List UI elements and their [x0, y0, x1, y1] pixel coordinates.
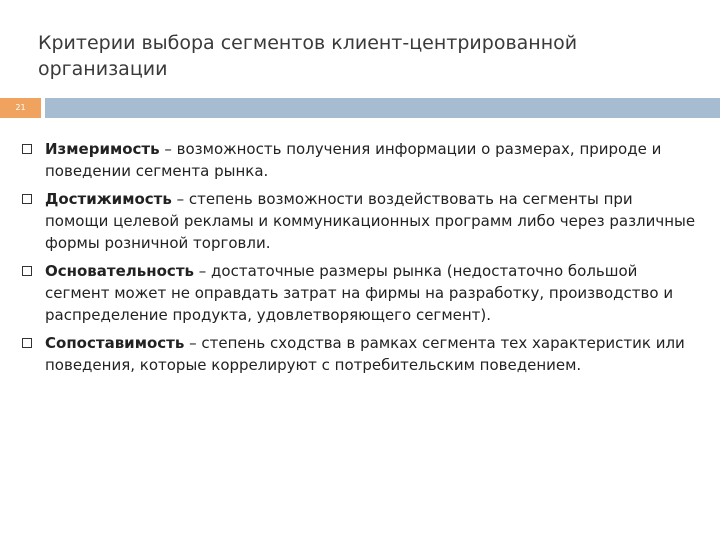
- criterion-description: – степень возможности воздействовать на сегменты при помощи целевой рекламы и коммуникационных программ либо через различные формы розничной торговли.: [45, 190, 696, 252]
- square-bullet-icon: [22, 266, 32, 276]
- criterion-term: Сопоставимость: [45, 334, 185, 352]
- list-item: [20, 332, 700, 376]
- header-divider-bar: [45, 98, 720, 118]
- list-item: [20, 188, 700, 254]
- criterion-term: Измеримость: [45, 140, 160, 158]
- square-bullet-icon: [22, 144, 32, 154]
- slide-title: Критерии выбора сегментов клиент-центрированной организации: [38, 32, 578, 80]
- slide-number-badge: 21: [0, 98, 41, 118]
- criterion-description: – возможность получения информации о размерах, природе и поведении сегмента рынка.: [45, 140, 662, 180]
- list-item: [20, 260, 700, 326]
- criterion-term: Основательность: [45, 262, 195, 280]
- criterion-term: Достижимость: [45, 190, 172, 208]
- list-item: [20, 138, 700, 182]
- criterion-description: – достаточные размеры рынка (недостаточно большой сегмент может не оправдать затрат на фирмы на разработку, производство и распределение продукта, удовлетворяющего сегмент).: [45, 262, 674, 324]
- criteria-list: [20, 138, 700, 382]
- square-bullet-icon: [22, 194, 32, 204]
- criterion-description: – степень сходства в рамках сегмента тех характеристик или поведения, которые коррелируют с потребительским поведением.: [45, 334, 685, 374]
- square-bullet-icon: [22, 338, 32, 348]
